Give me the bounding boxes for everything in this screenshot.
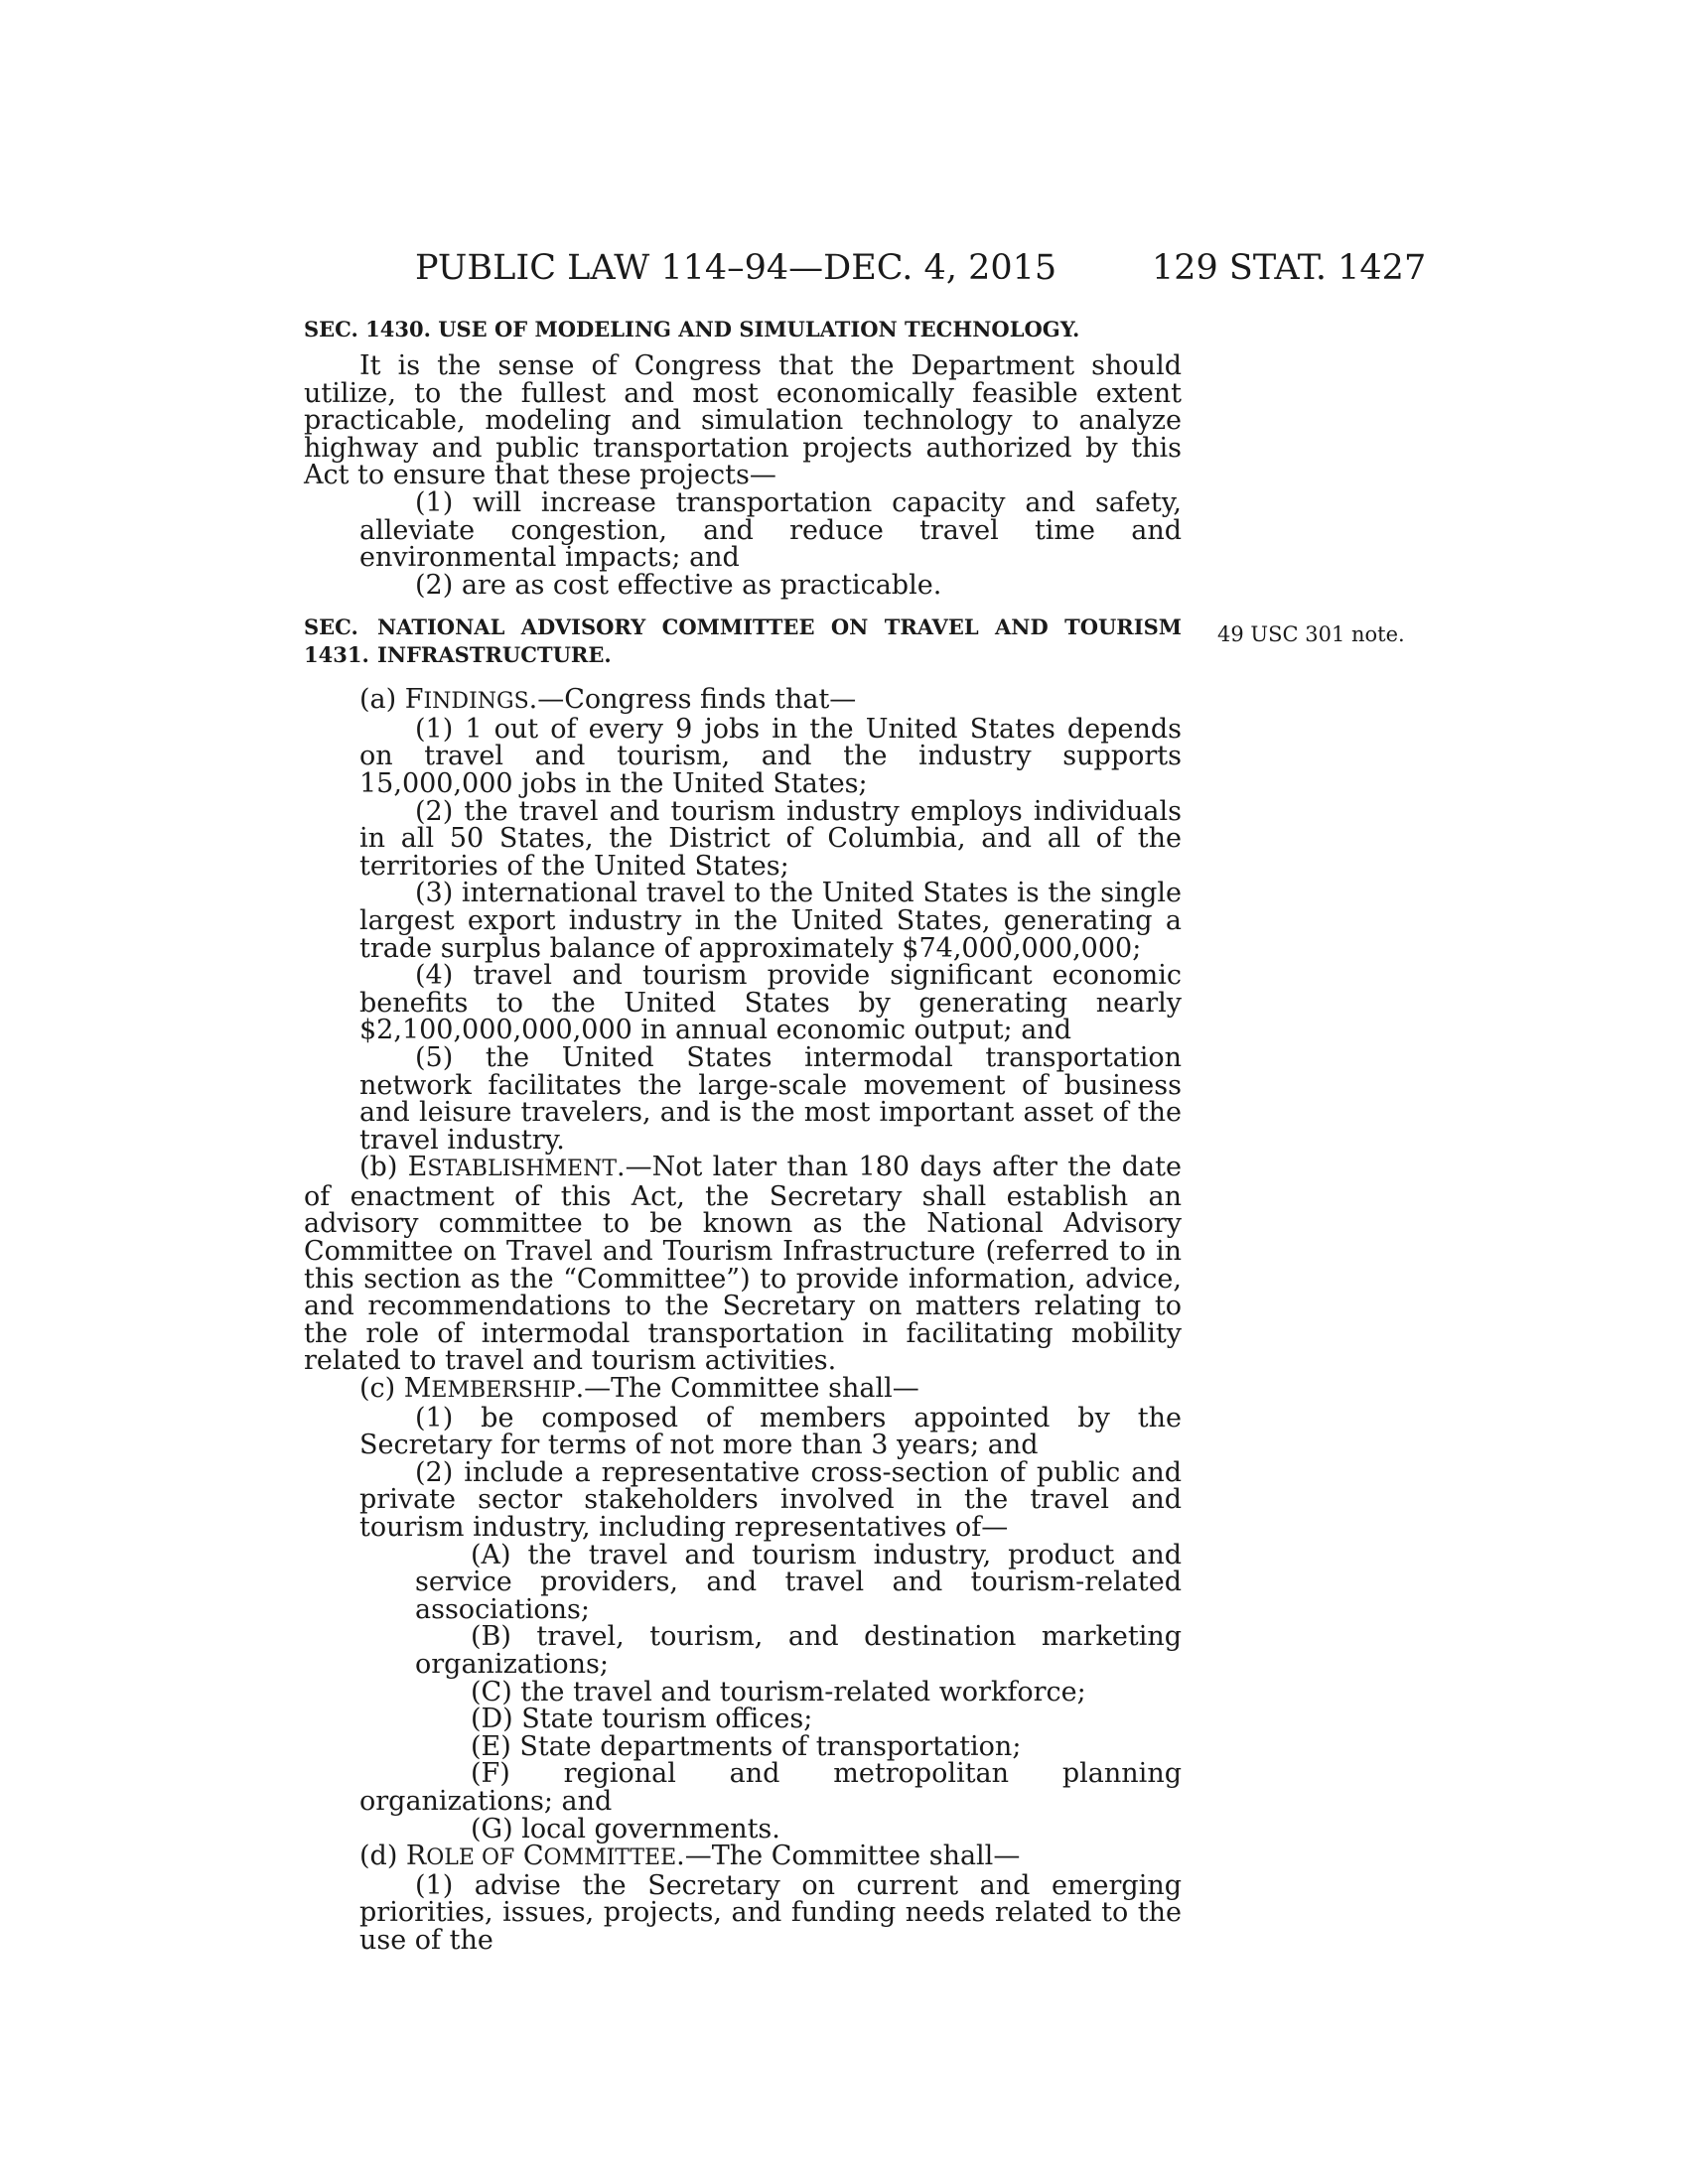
- sec-1430-item-2: (2) are as cost effective as practicable.: [415, 569, 942, 601]
- subsection-b: [304, 1154, 1182, 1375]
- running-header-title: PUBLIC LAW 114–94—DEC. 4, 2015: [415, 248, 1057, 288]
- representative-b: (B) travel, tourism, and destination marketing organizations;: [415, 1621, 1182, 1680]
- subsection-d-caps-1: OLE OF: [426, 1845, 515, 1871]
- sec-1430-item-1: (1) will increase transportation capacity and safety, alleviate congestion, and reduce travel time and environmental impacts; and: [359, 486, 1182, 574]
- representative-g: (G) local governments.: [471, 1813, 780, 1844]
- finding-2: (2) the travel and tourism industry employs individuals in all 50 States, the District of Columbia, and all of the territories of the United States;: [359, 795, 1182, 882]
- representative-d: (D) State tourism offices;: [471, 1704, 813, 1735]
- sec-1431-heading: [304, 614, 1182, 668]
- representative-a: (A) the travel and tourism industry, product and service providers, and travel and tourism-related associations;: [415, 1539, 1182, 1625]
- subsection-a-heading: [304, 686, 1182, 716]
- finding-5: (5) the United States intermodal transportation network facilitates the large-scale movement of business and leisure travelers, and is the most important asset of the travel industry.: [359, 1041, 1182, 1156]
- page-stat-number: 129 STAT. 1427: [1152, 248, 1427, 288]
- subsection-d-text: .—The Committee shall—: [676, 1841, 1021, 1872]
- subsection-c-label: (c) M: [359, 1373, 432, 1405]
- subsection-b-label: (b) E: [359, 1152, 428, 1183]
- subsection-b-caps: STABLISHMENT: [427, 1157, 618, 1182]
- sec-1430-intro: It is the sense of Congress that the Department should utilize, to the fullest and most economically feasible extent practicable, modeling and simulation technology to analyze highway and public transportation projects authorized by this Act to ensure that these projects—: [304, 350, 1182, 491]
- sec-1431-title: NATIONAL ADVISORY COMMITTEE ON TRAVEL AND TOURISM INFRASTRUCTURE.: [377, 614, 1182, 667]
- representative-e: (E) State departments of transportation;: [471, 1730, 1022, 1762]
- subsection-b-text: .—Not later than 180 days after the date of enactment of this Act, the Secretary shall establish an advisory committee to be known as the National Advisory Committee on Travel and Tourism Infrastructure (referred to in this section as the “Committee”) to provide information, advice, and recommendations to the Secretary on matters relating to the role of intermodal transportation in facilitating mobility related to travel and tourism activities.: [304, 1152, 1182, 1377]
- representative-f: (F) regional and metropolitan planning organizations; and: [359, 1758, 1182, 1817]
- margin-citation-note: 49 USC 301 note.: [1217, 622, 1405, 646]
- finding-1: (1) 1 out of every 9 jobs in the United States depends on travel and tourism, and the industry supports 15,000,000 jobs in the United States;: [359, 713, 1182, 799]
- sec-1430-block: [304, 316, 1182, 599]
- sec-1430-heading: SEC. 1430. USE OF MODELING AND SIMULATION TECHNOLOGY.: [304, 317, 1080, 341]
- subsection-a-caps: INDINGS: [423, 689, 529, 715]
- subsection-d-mid: C: [514, 1841, 544, 1872]
- subsection-d-heading: [304, 1843, 1182, 1872]
- sec-1431-number: SEC. 1431.: [304, 614, 369, 667]
- subsection-c-caps: EMBERSHIP: [431, 1378, 576, 1404]
- sec-1431-block: [304, 614, 1182, 1955]
- subsection-c-heading: [304, 1375, 1182, 1405]
- subsection-c-text: .—The Committee shall—: [575, 1373, 919, 1405]
- finding-3: (3) international travel to the United States is the single largest export industry in the United States, generating a trade surplus balance of approximately $74,000,000,000;: [359, 878, 1182, 964]
- membership-2: (2) include a representative cross-section of public and private sector stakeholders involved in the travel and tourism industry, including representatives of—: [359, 1456, 1182, 1543]
- finding-4: (4) travel and tourism provide significant economic benefits to the United States by generating nearly $2,100,000,000,000 in annual economic output; and: [359, 960, 1182, 1046]
- subsection-a-label: (a) F: [359, 684, 424, 716]
- role-1: (1) advise the Secretary on current and emerging priorities, issues, projects, and funding needs related to the use of the: [359, 1869, 1182, 1956]
- representative-c: (C) the travel and tourism-related workforce;: [471, 1676, 1086, 1707]
- membership-1: (1) be composed of members appointed by the Secretary for terms of not more than 3 years; and: [359, 1402, 1182, 1461]
- subsection-d-label: (d) R: [359, 1841, 427, 1872]
- subsection-a-text: .—Congress finds that—: [528, 684, 857, 716]
- subsection-d-caps-2: OMMITTEE: [543, 1845, 677, 1871]
